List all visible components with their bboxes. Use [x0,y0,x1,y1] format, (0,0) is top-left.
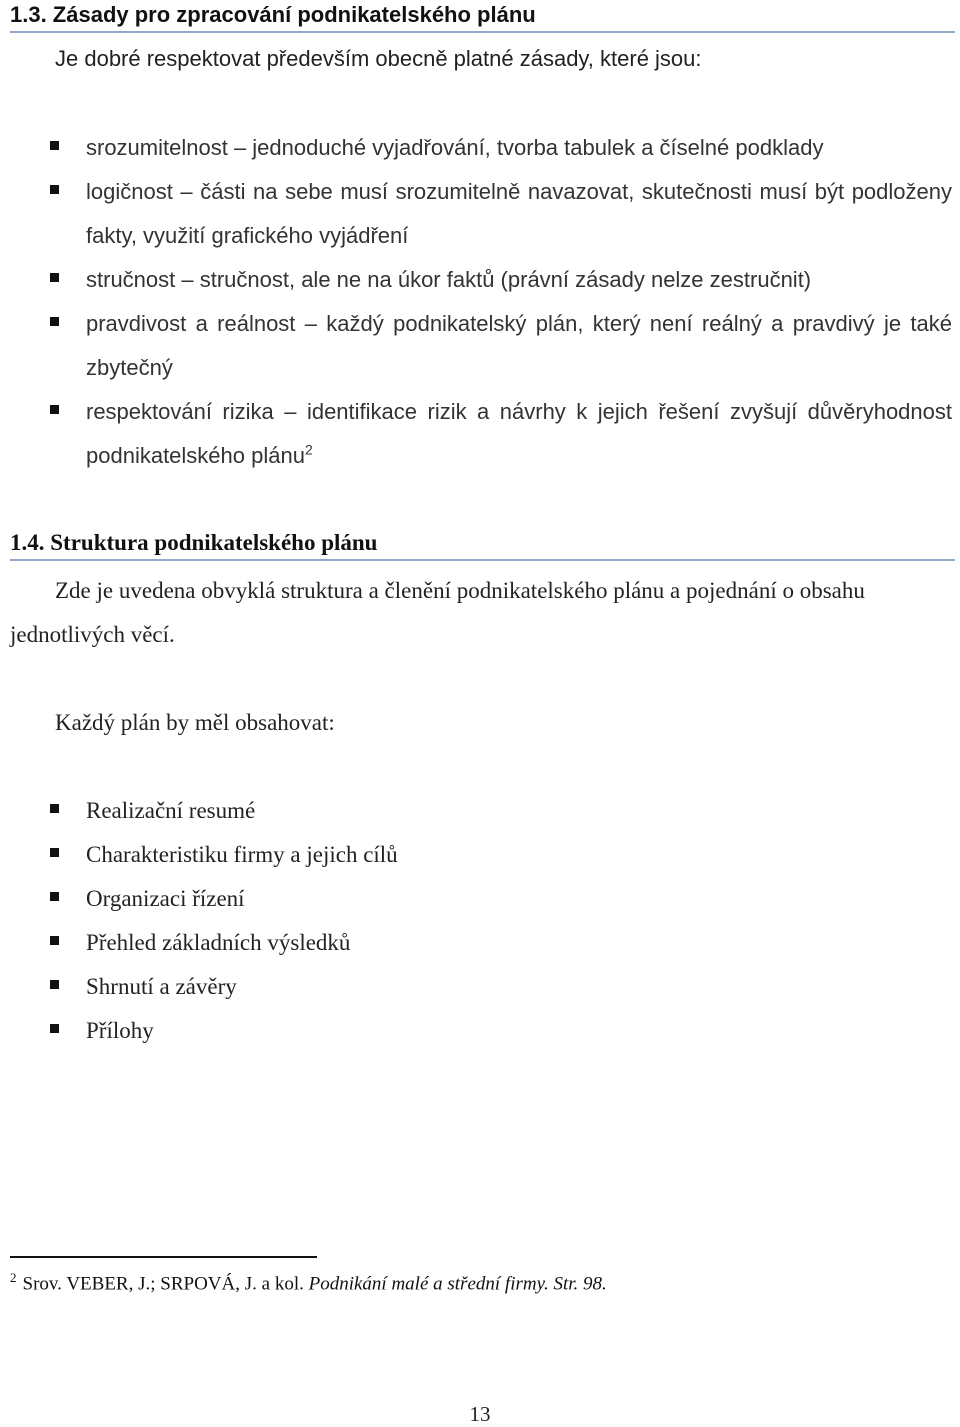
section-heading-1-3 [10,2,955,33]
list-item-text: Přílohy [86,1018,154,1043]
plan-contents-list [0,789,952,1053]
list-item-text: respektování rizika – identifikace rizik a návrhy k jejich řešení zvyšují důvěryhodnost podnikatelského plánu [86,399,952,468]
list-item-text: srozumitelnost – jednoduché vyjadřování, tvorba tabulek a číselné podklady [86,135,824,160]
section-heading-1-4 [10,530,955,561]
square-bullet-icon [50,1024,59,1033]
list-item-text: Charakteristiku firmy a jejich cílů [86,842,398,867]
footnote-reference[interactable]: 2 [304,441,313,458]
footnote-divider [10,1256,317,1258]
square-bullet-icon [50,892,59,901]
list-item [0,877,952,921]
section-heading-text: 1.4. Struktura podnikatelského plánu [10,530,378,555]
square-bullet-icon [50,185,59,194]
list-item [0,833,952,877]
principles-intro-text: Je dobré respektovat především obecně platné zásady, které jsou: [55,46,702,71]
list-item-text: Shrnutí a závěry [86,974,237,999]
list-item-text: pravdivost a reálnost – každý podnikatelský plán, který není reálný a pravdivý je také zbytečný [86,311,952,380]
list-item [0,302,952,390]
square-bullet-icon [50,317,59,326]
list-item-text: Přehled základních výsledků [86,930,351,955]
structure-intro-text: Zde je uvedena obvyklá struktura a členění podnikatelského plánu a pojednání o obsahu jednotlivých věcí. [10,578,865,647]
footnote [10,1270,607,1295]
plan-contents-intro [10,701,952,745]
list-item [0,258,952,302]
square-bullet-icon [50,980,59,989]
page-number: 13 [469,1402,491,1426]
section-heading-text: 1.3. Zásady pro zpracování podnikatelského plánu [10,2,536,27]
square-bullet-icon [50,273,59,282]
square-bullet-icon [50,804,59,813]
list-item [0,126,952,170]
list-item-text: Realizační resumé [86,798,256,823]
list-item [0,921,952,965]
list-item-text: Organizaci řízení [86,886,245,911]
principles-list [0,126,952,478]
footnote-citation-title: Podnikání malé a střední firmy. Str. 98. [308,1273,607,1295]
list-item [0,965,952,1009]
footnote-citation: Srov. VEBER, J.; SRPOVÁ, J. a kol. [22,1273,309,1295]
list-item [0,789,952,833]
list-item-text: stručnost – stručnost, ale ne na úkor faktů (právní zásady nelze zestručnit) [86,267,812,292]
square-bullet-icon [50,848,59,857]
list-item [0,390,952,478]
structure-intro [10,569,952,657]
list-item [0,170,952,258]
list-item [0,1009,952,1053]
plan-contents-intro-text: Každý plán by měl obsahovat: [55,710,335,735]
square-bullet-icon [50,405,59,414]
square-bullet-icon [50,141,59,150]
list-item-text: logičnost – části na sebe musí srozumitelně navazovat, skutečnosti musí být podloženy fakty, využití grafického vyjádření [86,179,952,248]
square-bullet-icon [50,936,59,945]
principles-intro [10,37,952,81]
footnote-number: 2 [10,1270,17,1285]
